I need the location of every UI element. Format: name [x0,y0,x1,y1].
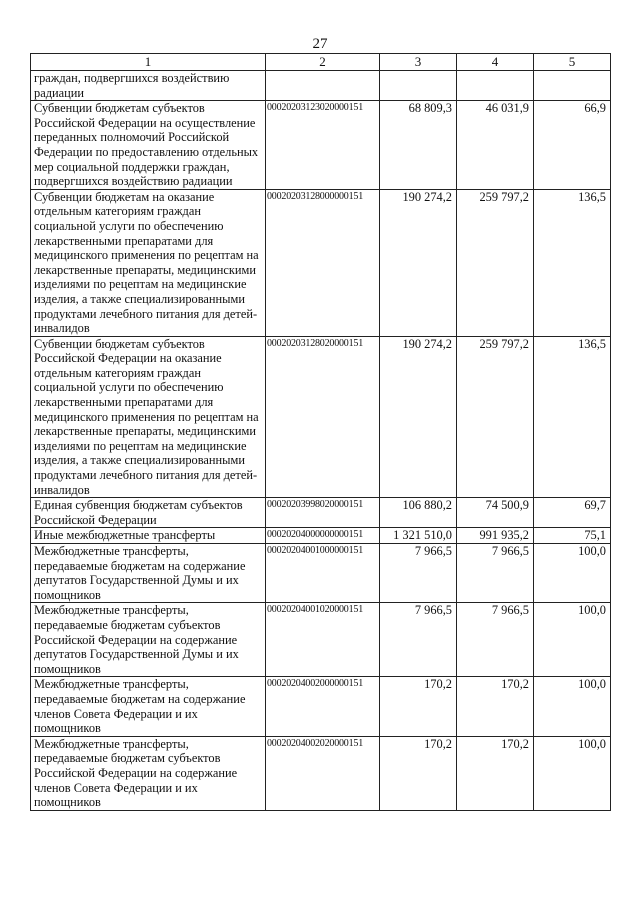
row-name: Межбюджетные трансферты, передаваемые бюджетам субъектов Российской Федерации на содержание членов Совета Федерации и их помощников [31,736,266,810]
row-code: 00020203128000000151 [266,189,380,336]
row-value-4: 7 966,5 [457,544,534,603]
row-value-3: 170,2 [380,736,457,810]
row-code: 00020204001000000151 [266,544,380,603]
row-value-3: 1 321 510,0 [380,528,457,544]
row-value-4: 170,2 [457,677,534,736]
row-value-5: 69,7 [534,498,611,528]
row-value-5: 100,0 [534,603,611,677]
table-row [31,71,611,101]
row-value-4: 991 935,2 [457,528,534,544]
row-value-3: 7 966,5 [380,603,457,677]
row-code: 00020203123020000151 [266,101,380,190]
row-code: 00020204000000000151 [266,528,380,544]
page-number: 27 [312,36,328,52]
table-row [31,736,611,810]
row-name: Межбюджетные трансферты, передаваемые бюджетам на содержание членов Совета Федерации и их помощников [31,677,266,736]
row-name: граждан, подвергшихся воздействию радиации [31,71,266,101]
row-code: 00020204002020000151 [266,736,380,810]
header-row [31,54,611,71]
row-value-4: 46 031,9 [457,101,534,190]
row-value-5: 100,0 [534,544,611,603]
table-row [31,336,611,498]
row-value-5: 75,1 [534,528,611,544]
row-value-3: 170,2 [380,677,457,736]
table-row [31,544,611,603]
row-value-4: 259 797,2 [457,189,534,336]
row-value-4: 7 966,5 [457,603,534,677]
row-code: 00020203998020000151 [266,498,380,528]
table-row [31,603,611,677]
row-value-5 [534,71,611,101]
table-row [31,101,611,190]
header-col-2: 2 [266,54,380,71]
row-value-5: 100,0 [534,736,611,810]
row-value-3 [380,71,457,101]
row-value-3: 190 274,2 [380,189,457,336]
table-row [31,528,611,544]
row-value-5: 136,5 [534,336,611,498]
budget-table [30,53,611,811]
row-value-5: 66,9 [534,101,611,190]
table-row [31,189,611,336]
row-value-3: 7 966,5 [380,544,457,603]
row-name: Иные межбюджетные трансферты [31,528,266,544]
row-code: 00020204001020000151 [266,603,380,677]
row-value-5: 136,5 [534,189,611,336]
row-name: Субвенции бюджетам субъектов Российской Федерации на оказание отдельным категориям граждан социальной услуги по обеспечению лекарственными препаратами для медицинского применения по рецептам на лекарственные препараты, медицинскими изделиями по рецептам на медицинские изделия, а также специализированными продуктами лечебного питания для детей-инвалидов [31,336,266,498]
row-value-5: 100,0 [534,677,611,736]
header-col-1: 1 [31,54,266,71]
row-code: 00020204002000000151 [266,677,380,736]
row-code: 00020203128020000151 [266,336,380,498]
row-name: Межбюджетные трансферты, передаваемые бюджетам на содержание депутатов Государственной Думы и их помощников [31,544,266,603]
table-row [31,677,611,736]
header-col-4: 4 [457,54,534,71]
header-col-5: 5 [534,54,611,71]
header-col-3: 3 [380,54,457,71]
row-value-4: 259 797,2 [457,336,534,498]
row-value-3: 106 880,2 [380,498,457,528]
row-value-4: 170,2 [457,736,534,810]
row-value-4 [457,71,534,101]
row-value-3: 190 274,2 [380,336,457,498]
row-value-4: 74 500,9 [457,498,534,528]
row-value-3: 68 809,3 [380,101,457,190]
row-name: Единая субвенция бюджетам субъектов Российской Федерации [31,498,266,528]
row-name: Межбюджетные трансферты, передаваемые бюджетам субъектов Российской Федерации на содержание депутатов Государственной Думы и их помощников [31,603,266,677]
table-row [31,498,611,528]
row-name: Субвенции бюджетам на оказание отдельным категориям граждан социальной услуги по обеспечению лекарственными препаратами для медицинского применения по рецептам на лекарственные препараты, медицинскими изделиями по рецептам на медицинские изделия, а также специализированными продуктами лечебного питания для детей-инвалидов [31,189,266,336]
row-code [266,71,380,101]
row-name: Субвенции бюджетам субъектов Российской Федерации на осуществление переданных полномочий Российской Федерации по предоставлению отдельных мер социальной поддержки граждан, подвергшихся воздействию радиации [31,101,266,190]
